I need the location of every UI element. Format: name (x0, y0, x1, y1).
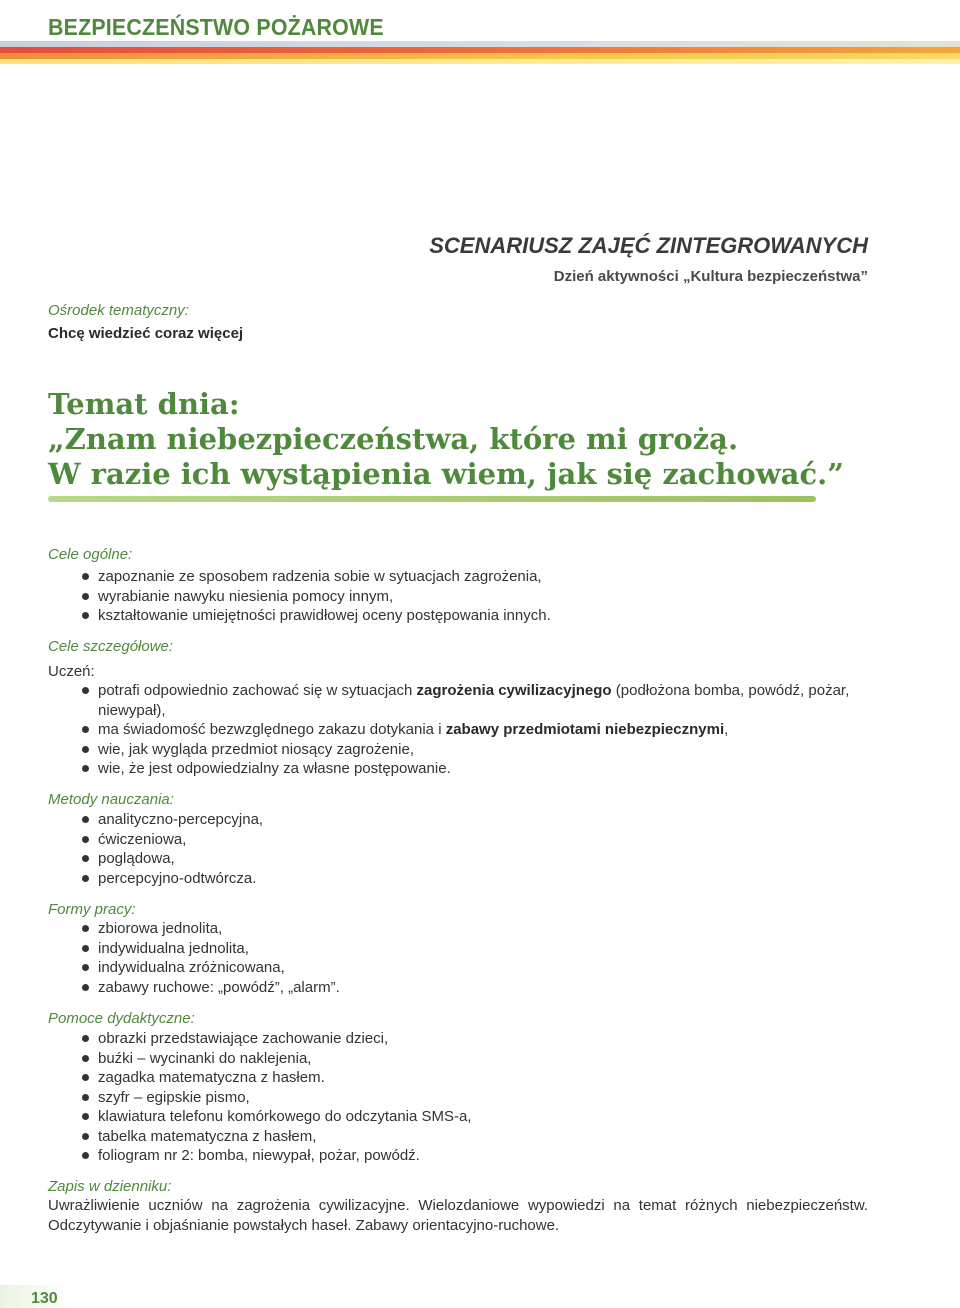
list-item-text: indywidualna zróżnicowana, (98, 959, 285, 976)
bullet-icon (82, 765, 89, 772)
list-item (80, 1029, 880, 1049)
topic-line-3: W razie ich wystąpienia wiem, jak się zachować.” (48, 457, 844, 491)
list-item-text: potrafi odpowiednio zachować się w sytuacjach (98, 682, 417, 699)
emphasized-text: zagrożenia cywilizacyjnego (416, 682, 612, 699)
list-item-text: wie, jak wygląda przedmiot niosący zagrożenie, (98, 740, 414, 758)
aids-title: Pomoce dydaktyczne: (48, 1010, 195, 1027)
bullet-icon (82, 593, 89, 600)
bullet-icon (82, 945, 89, 952)
list-item (80, 978, 880, 998)
topic-line-2: „Znam niebezpieczeństwa, które mi grożą. (48, 422, 739, 456)
list-item (80, 587, 880, 607)
list-item-text: tabelka matematyczna z hasłem, (98, 1127, 317, 1145)
list-item (80, 830, 880, 850)
list-item-text: ćwiczeniowa, (98, 830, 187, 848)
list-item-text: zagadka matematyczna z hasłem. (98, 1069, 325, 1086)
list-item (80, 606, 880, 626)
list-item-text: szyfr – egipskie pismo, (98, 1088, 250, 1106)
aids-list (80, 1029, 880, 1166)
list-item (80, 740, 880, 760)
list-item-text: wyrabianie nawyku niesienia pomocy innym, (98, 587, 394, 605)
list-item-text: poglądowa, (98, 850, 175, 867)
list-item (80, 720, 880, 740)
specific-goals-list (80, 681, 880, 779)
list-item (80, 1088, 880, 1108)
methods-title: Metody nauczania: (48, 791, 174, 808)
list-item (80, 567, 880, 587)
list-item (80, 681, 880, 720)
list-item (80, 810, 880, 830)
bullet-icon (82, 1133, 89, 1140)
header-title: BEZPIECZEŃSTWO POŻAROWE (48, 14, 384, 40)
list-item (80, 849, 880, 869)
bullet-icon (82, 1035, 89, 1042)
general-goals-title: Cele ogólne: (48, 546, 133, 563)
list-item-text: zapoznanie ze sposobem radzenia sobie w sytuacjach zagrożenia, (98, 568, 542, 585)
list-item (80, 1068, 880, 1088)
list-item-text: percepcyjno-odtwórcza. (98, 869, 257, 887)
list-item (80, 1127, 880, 1147)
emphasized-text: zabawy przedmiotami niebezpiecznymi (445, 721, 725, 738)
list-item-text: , (724, 721, 729, 738)
list-item (80, 919, 880, 939)
bullet-icon (82, 816, 89, 823)
bullet-icon (82, 925, 89, 932)
list-item-text: klawiatura telefonu komórkowego do odczytania SMS-a, (98, 1108, 472, 1125)
list-item-text: zabawy ruchowe: „powódź”, „alarm”. (98, 978, 340, 996)
bullet-icon (82, 836, 89, 843)
list-item-text: (podłożona bomba, powódź, pożar, niewypał), (98, 682, 850, 719)
bullet-icon (82, 1055, 89, 1062)
general-goals-list (80, 567, 880, 626)
bullet-icon (82, 855, 89, 862)
page-number: 130 (31, 1290, 58, 1307)
header-stripe-yellow (0, 59, 960, 64)
bullet-icon (82, 964, 89, 971)
work-forms-title: Formy pracy: (48, 901, 136, 918)
work-forms-list (80, 919, 880, 997)
specific-goals-intro: Uczeń: (48, 663, 95, 680)
list-item-text: wie, że jest odpowiedzialny za własne postępowanie. (98, 760, 451, 777)
list-item (80, 869, 880, 889)
scenario-subtitle: Dzień aktywności „Kultura bezpieczeństwa” (553, 268, 868, 285)
bullet-icon (82, 612, 89, 619)
bullet-icon (82, 746, 89, 753)
bullet-icon (82, 1094, 89, 1101)
list-item-text: zbiorowa jednolita, (98, 920, 223, 937)
bullet-icon (82, 875, 89, 882)
list-item (80, 1049, 880, 1069)
list-item-text: analityczno-percepcyjna, (98, 811, 264, 828)
list-item (80, 1107, 880, 1127)
list-item (80, 958, 880, 978)
list-item-text: ma świadomość bezwzględnego zakazu dotykania i (98, 721, 446, 738)
list-item-text: indywidualna jednolita, (98, 939, 249, 957)
list-item-text: obrazki przedstawiające zachowanie dzieci, (98, 1030, 389, 1047)
list-item (80, 1146, 880, 1166)
topic-heading (48, 387, 844, 492)
topic-underline (48, 496, 816, 502)
topic-line-1: Temat dnia: (48, 387, 240, 421)
list-item (80, 759, 880, 779)
bullet-icon (82, 984, 89, 991)
journal-text: Uwrażliwienie uczniów na zagrożenia cywilizacyjne. Wielozdaniowe wypowiedzi na temat różnych niebezpieczeństw. Odczytywanie i objaśnianie powstałych haseł. Zabawy orientacyjno-ruchowe. (48, 1197, 868, 1234)
list-item-text: foliogram nr 2: bomba, niewypał, pożar, powódź. (98, 1147, 420, 1164)
thematic-center-value: Chcę wiedzieć coraz więcej (48, 325, 244, 342)
bullet-icon (82, 726, 89, 733)
methods-list (80, 810, 880, 888)
bullet-icon (82, 573, 89, 580)
specific-goals-title: Cele szczegółowe: (48, 638, 174, 655)
bullet-icon (82, 1113, 89, 1120)
journal-title: Zapis w dzienniku: (48, 1178, 172, 1195)
bullet-icon (82, 1074, 89, 1081)
list-item-text: buźki – wycinanki do naklejenia, (98, 1049, 312, 1067)
list-item-text: kształtowanie umiejętności prawidłowej oceny postępowania innych. (98, 607, 551, 624)
thematic-center-label: Ośrodek tematyczny: (48, 302, 189, 319)
scenario-title: SCENARIUSZ ZAJĘĆ ZINTEGROWANYCH (429, 233, 868, 258)
list-item (80, 939, 880, 959)
page-header (0, 0, 960, 70)
bullet-icon (82, 687, 89, 694)
bullet-icon (82, 1152, 89, 1159)
